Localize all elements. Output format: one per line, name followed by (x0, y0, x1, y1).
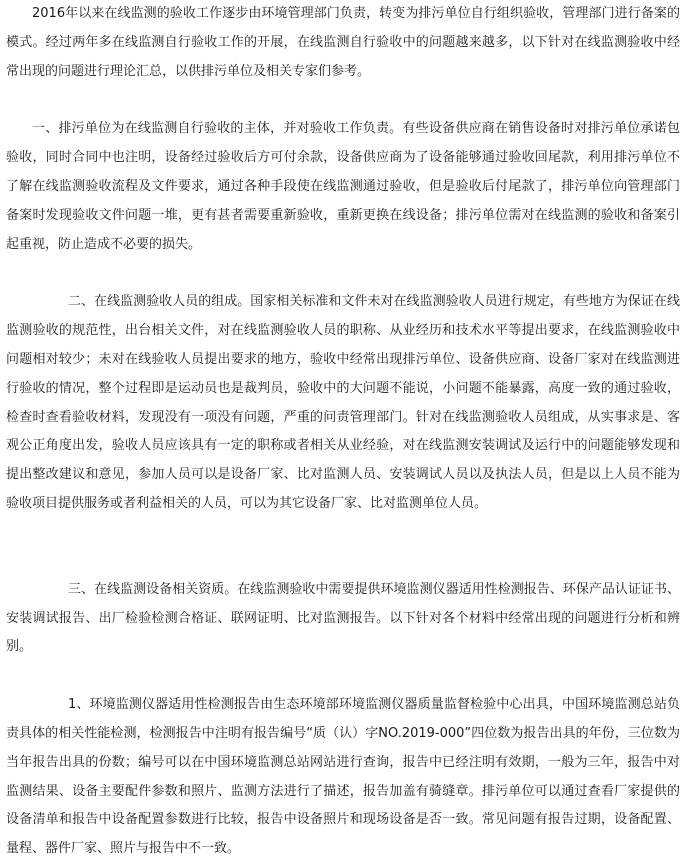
paragraph-section-1: 一、排污单位为在线监测自行验收的主体，并对验收工作负责。有些设备供应商在销售设备时对排污单位承诺包验收，同时合同中也注明，设备经过验收后方可付余款，设备供应商为了设备能够通过验收回尾款，利用排污单位不了解在线监测验收流程及文件要求，通过各种手段使在线监测通过验收，但是验收后付尾款了，排污单位向管理部门备案时发现验收文件问题一堆，更有甚者需要重新验收，重新更换在线设备；排污单位需对在线监测的验收和备案引起重视，防止造成不必要的损失。 (6, 121, 680, 252)
paragraph-item-1: 1、环境监测仪器适用性检测报告由生态环境部环境监测仪器质量监督检验中心出具，中国环境监测总站负责具体的相关性能检测，检测报告中注明有报告编号“质（认）字NO.2019-000”四位数为报告出具的年份，三位数为当年报告出具的份数；编号可以在中国环境监测总站网站进行查询，报告中已经注明有效期，一般为三年，报告中对监测结果、设备主要配件参数和照片、监测方法进行了描述，报告加盖有骑缝章。排污单位可以通过查看厂家提供的设备清单和报告中设备配置参数进行比较，报告中设备照片和现场设备是否一致。常见问题有报告过期，设备配置、量程、器件厂家、照片与报告中不一致。 (6, 697, 680, 857)
paragraph-section-3: 三、在线监测设备相关资质。在线监测验收中需要提供环境监测仪器适用性检测报告、环保产品认证证书、安装调试报告、出厂检验检测合格证、联网证明、比对监测报告。以下针对各个材料中经常出现的问题进行分析和辨别。 (6, 581, 680, 655)
paragraph-section-2: 二、在线监测验收人员的组成。国家相关标准和文件未对在线监测验收人员进行规定，有些地方为保证在线监测验收的规范性，出台相关文件，对在线监测验收人员的职称、从业经历和技术水平等提出要求，在线监测验收中问题相对较少；未对在线验收人员提出要求的地方，验收中经常出现排污单位、设备供应商、设备厂家对在线监测进行验收的情况，整个过程即是运动员也是裁判员，验收中的大问题不能说，小问题不能暴露，高度一致的通过验收，检查时查看验收材料，发现没有一项没有问题，严重的问责管理部门。针对在线监测验收人员组成，从实事求是、客观公正角度出发，验收人员应该具有一定的职称或者相关从业经验，对在线监测安装调试及运行中的问题能够发现和提出整改建议和意见，参加人员可以是设备厂家、比对监测人员、安装调试人员以及执法人员，但是以上人员不能为验收项目提供服务或者利益相关的人员，可以为其它设备厂家、比对监测单位人员。 (6, 294, 680, 511)
paragraph-intro: 2016年以来在线监测的验收工作逐步由环境管理部门负责，转变为排污单位自行组织验收，管理部门进行备案的模式。经过两年多在线监测自行验收工作的开展，在线监测自行验收中的问题越来越多，以下针对在线监测验收中经常出现的问题进行理论汇总，以供排污单位及相关专家们参考。 (6, 6, 680, 79)
